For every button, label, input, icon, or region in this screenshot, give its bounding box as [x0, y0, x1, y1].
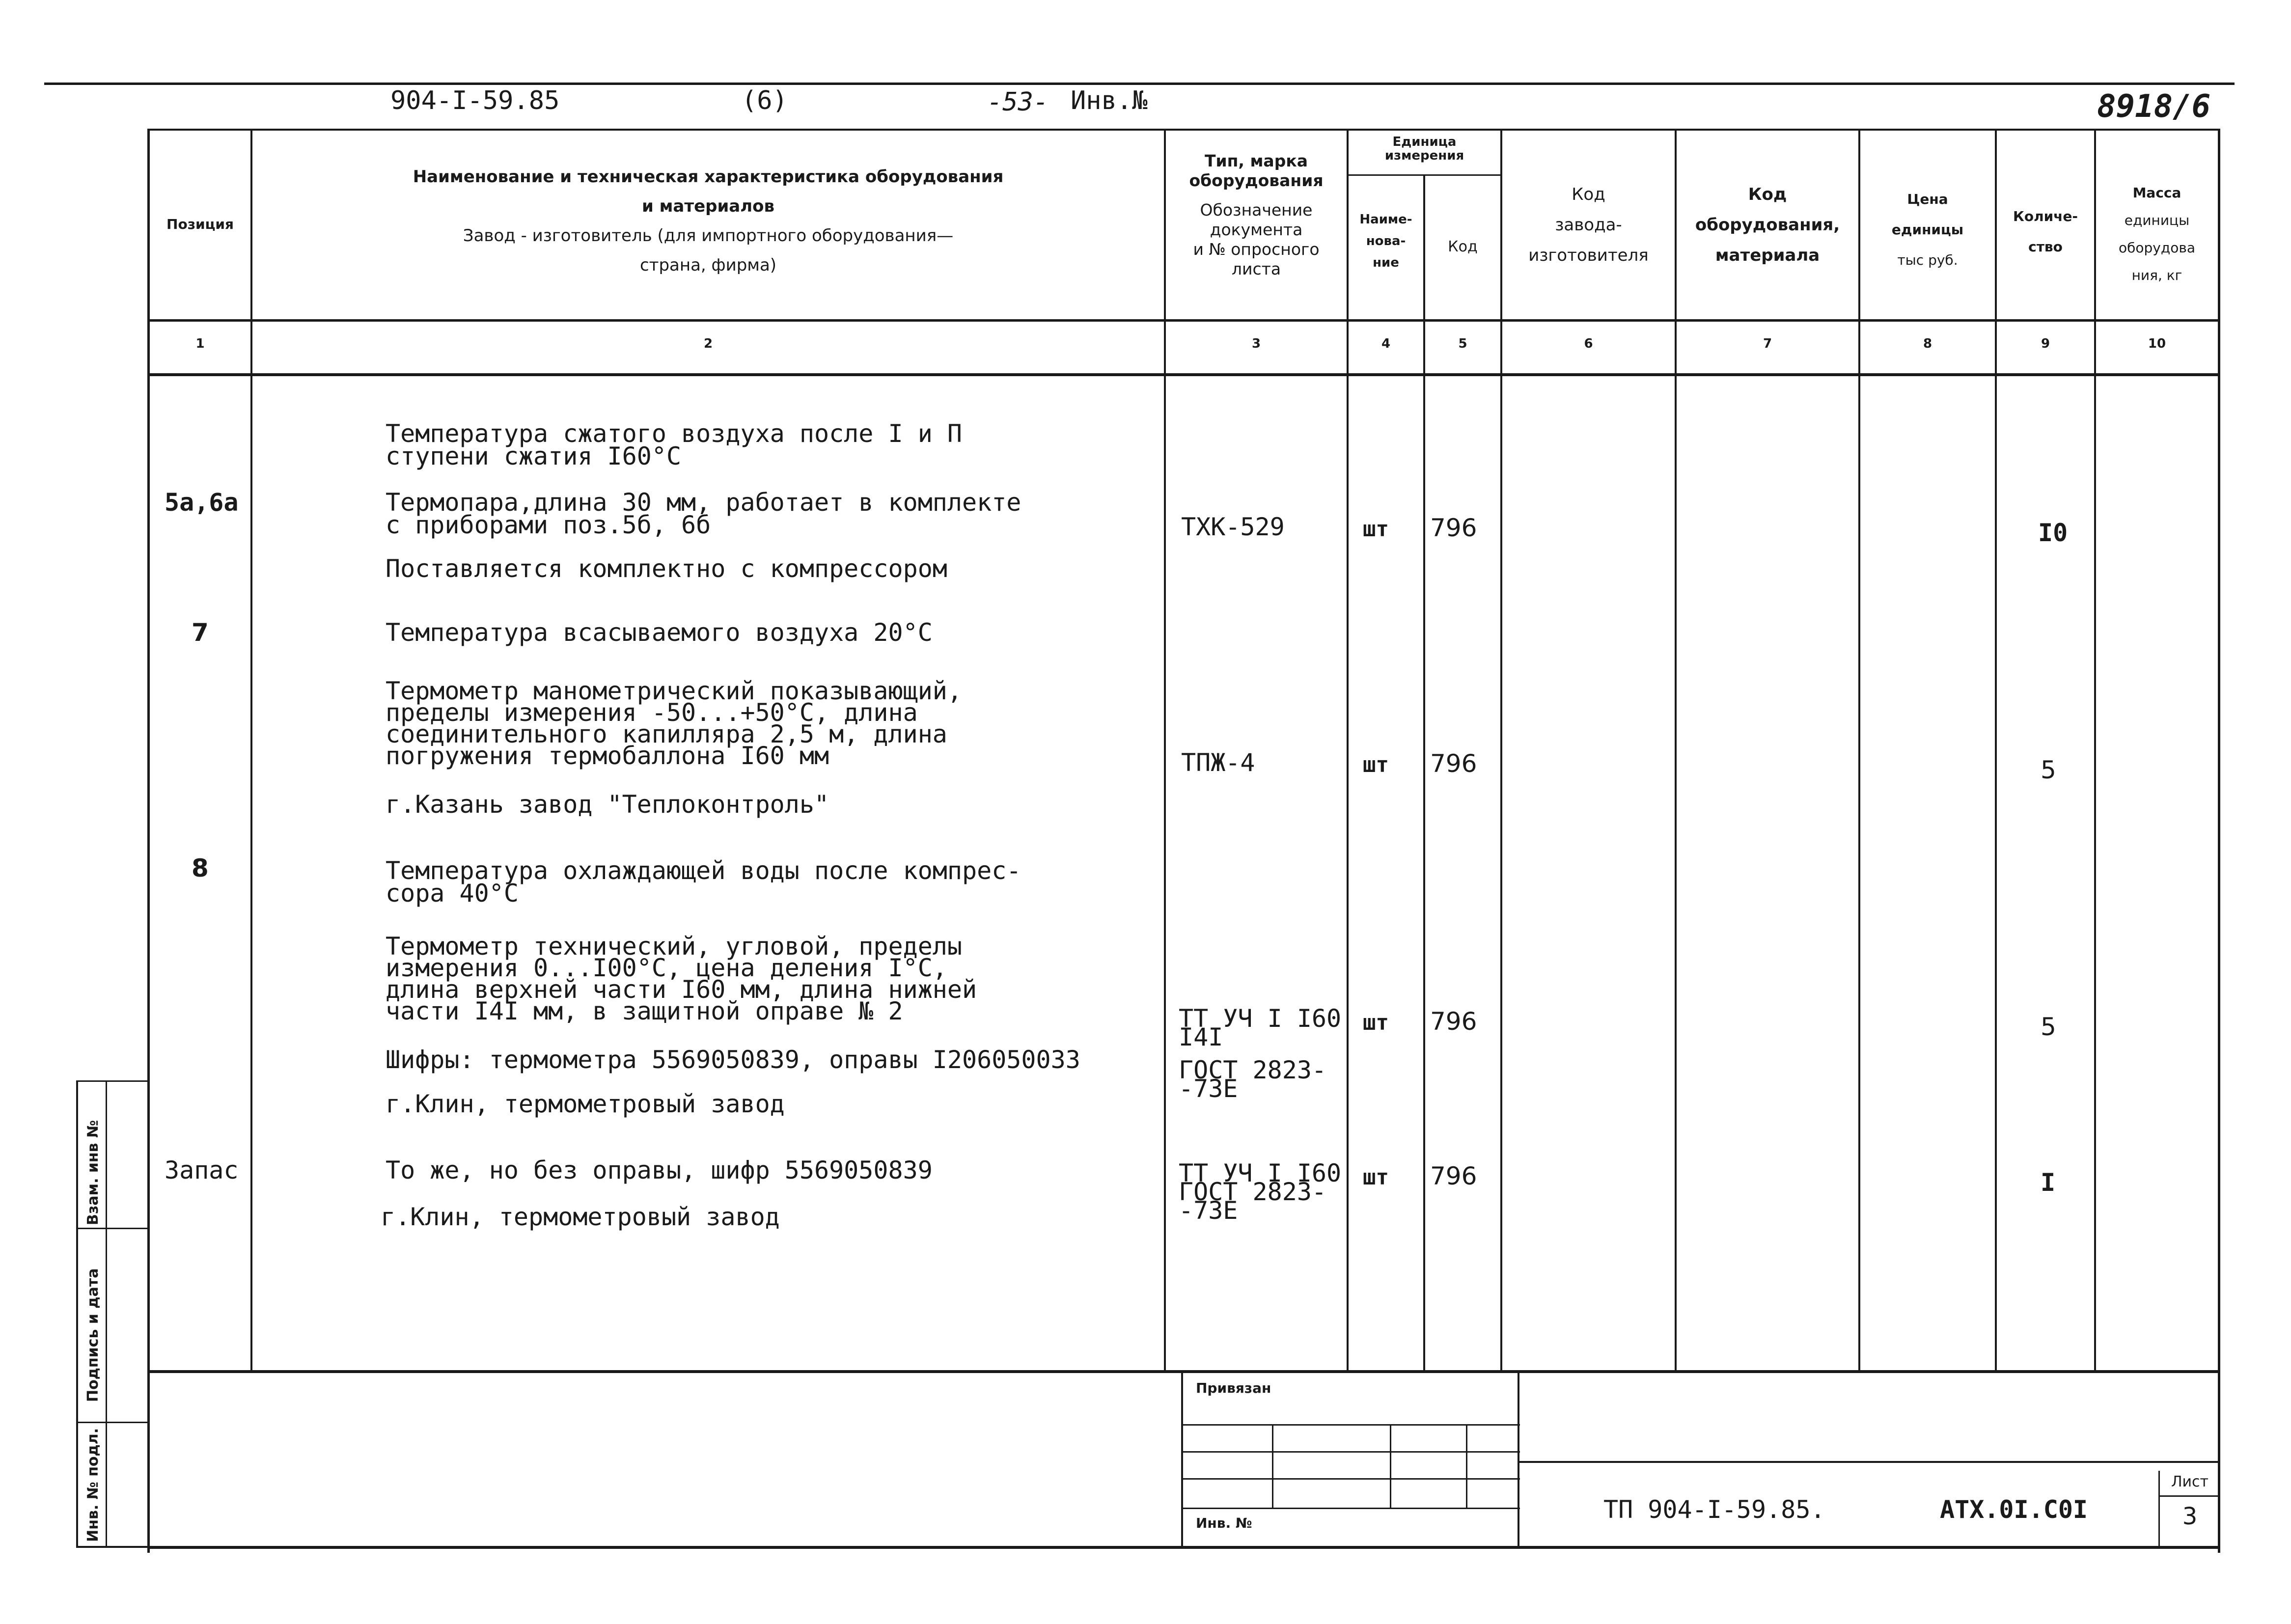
row-unit-r2: шт: [1363, 517, 1389, 542]
col-num-3: 3: [1251, 336, 1261, 351]
col-sep-9: [2094, 130, 2096, 1373]
unit-name-l1: Наиме-: [1359, 212, 1412, 227]
project-code: 904-I-59.85: [390, 86, 560, 115]
col-sep-4: [1423, 174, 1425, 1373]
footer-box-right: [1518, 1370, 1519, 1547]
price-l2: единицы: [1891, 221, 1964, 238]
row-text-r8: Термометр технический, угловой, пределы измерения 0...I00°C, цена деления I°C, длина верхней части I60 мм, длина нижней части I4I мм, в защитной оправе № 2: [386, 932, 977, 1025]
col-sep-5: [1500, 130, 1502, 1373]
footer-list-label: Лист: [2171, 1473, 2209, 1490]
unit-group-l2: измерения: [1384, 148, 1464, 163]
footer-col-1: [1272, 1424, 1273, 1508]
row-text-r12: г.Клин, термометровый завод: [381, 1203, 780, 1231]
row-code-r2: 796: [1430, 514, 1477, 542]
numrow-bottom-line: [147, 373, 2220, 376]
frame-right-line: [2218, 129, 2220, 1553]
row-text-r11: То же, но без оправы, шифр 5569050839: [386, 1156, 933, 1184]
footer-privyazan: Привязан: [1196, 1380, 1271, 1396]
mass-l3: оборудова: [2118, 240, 2196, 256]
col-num-6: 6: [1584, 336, 1593, 351]
equip-code-l1: Код: [1748, 185, 1787, 204]
row-text-r7: Температура охлаждающей воды после компрес- сора 40°C: [386, 856, 1021, 908]
row-type-r5: ТПЖ-4: [1181, 748, 1255, 777]
price-l3: тыс руб.: [1897, 252, 1958, 268]
footer-row-1: [1181, 1424, 1520, 1426]
col-header-name-l4: страна, фирма): [639, 255, 777, 275]
mass-l1: Масса: [2132, 185, 2181, 201]
row-text-r6: г.Казань завод "Теплоконтроль": [386, 790, 829, 819]
row-type2-r8: ГОСТ 2823- -73Е: [1179, 1056, 1327, 1103]
handwritten-mark: 8918/6: [2097, 88, 2211, 125]
row-code-r5: 796: [1430, 749, 1477, 778]
row-unit-r8: шт: [1363, 1010, 1389, 1035]
col-header-quantity: [1997, 201, 2094, 262]
col-num-9: 9: [2041, 336, 2050, 351]
row-qty-r5: 5: [2041, 756, 2056, 784]
col-header-price: [1860, 184, 1995, 275]
col-sep-6: [1675, 130, 1677, 1373]
col-header-type-l1: Тип, марка: [1205, 151, 1308, 170]
unit-group-divider: [1347, 174, 1502, 176]
stamp-vzam: Взам. инв №: [84, 1120, 102, 1225]
col-header-mass: [2096, 179, 2218, 289]
col-sep-8: [1995, 130, 1997, 1373]
col-header-name: [252, 162, 1164, 280]
footer-box-left: [1181, 1370, 1183, 1547]
row-pos-r2: 5а,6а: [165, 488, 239, 517]
mass-l4: ния, кг: [2131, 267, 2182, 283]
col-header-factory-code: [1502, 179, 1675, 271]
col-header-unit-name: [1349, 209, 1423, 274]
col-num-1: 1: [195, 336, 205, 351]
row-code-r11: 796: [1430, 1162, 1477, 1190]
col-sep-3: [1347, 130, 1349, 1373]
footer-col-2: [1390, 1424, 1391, 1508]
col-num-2: 2: [703, 336, 713, 351]
col-num-8: 8: [1923, 336, 1932, 351]
qty-l2: ство: [2028, 239, 2063, 255]
col-sep-7: [1858, 130, 1860, 1373]
col-header-unit-group: [1349, 135, 1500, 163]
col-header-type: [1166, 151, 1347, 279]
unit-group-l1: Единица: [1392, 135, 1457, 149]
stamp-inv-podl: Инв. № подл.: [84, 1428, 102, 1542]
col-header-type-l6: листа: [1231, 259, 1281, 278]
row-text-r10: г.Клин, термометровый завод: [386, 1090, 785, 1118]
footer-row-3: [1181, 1478, 1520, 1480]
row-pos-r7: 8: [192, 854, 209, 882]
unit-name-l3: ние: [1373, 255, 1399, 270]
equip-code-l2: оборудования,: [1695, 215, 1840, 235]
side-stamp-outer-left: [76, 1080, 78, 1547]
side-stamp-inner-left: [106, 1080, 107, 1547]
col-header-type-l4: документа: [1210, 220, 1303, 239]
col-header-equipment-code: [1677, 179, 1858, 271]
col-num-4: 4: [1381, 336, 1391, 351]
unit-name-l2: нова-: [1366, 234, 1406, 248]
row-unit-r5: шт: [1363, 752, 1389, 777]
row-qty-r8: 5: [2041, 1013, 2056, 1041]
footer-inv-no: Инв. №: [1196, 1515, 1252, 1531]
col-sep-2: [1164, 130, 1166, 1373]
header-bottom-line: [147, 319, 2220, 322]
row-pos-r4: 7: [192, 618, 209, 647]
row-type-r2: ТХК-529: [1181, 513, 1285, 541]
price-l1: Цена: [1907, 191, 1948, 207]
row-unit-r11: шт: [1363, 1165, 1389, 1190]
col-num-7: 7: [1763, 336, 1772, 351]
factory-code-l3: изготовителя: [1528, 246, 1649, 265]
equip-code-l3: материала: [1715, 246, 1820, 265]
frame-bottom-line: [147, 1546, 2220, 1549]
row-pos-r11: Запас: [165, 1156, 239, 1184]
mass-l2: единицы: [2124, 212, 2190, 228]
header-rule: [147, 129, 2220, 131]
row-text-r4: Температура всасываемого воздуха 20°C: [386, 618, 933, 647]
col-num-10: 10: [2148, 336, 2166, 351]
row-qty-r11: I: [2041, 1168, 2056, 1197]
row-code-r8: 796: [1430, 1007, 1477, 1036]
row-qty-r2: I0: [2038, 519, 2068, 547]
row-text-r2: Термопара,длина 30 мм, работает в комплекте с приборами поз.5б, 6б: [386, 488, 1021, 539]
footer-doc-code: ТП 904-I-59.85.: [1603, 1495, 1825, 1524]
footer-row-2: [1181, 1451, 1520, 1453]
col-header-position: Позиция: [166, 216, 234, 232]
col-header-type-l5: и № опросного: [1193, 240, 1320, 259]
inv-label: Инв.№: [1071, 86, 1148, 115]
footer-sheet-code: АТХ.0I.С0I: [1940, 1495, 2088, 1524]
frame-top-line: [44, 83, 2235, 85]
row-type-r11: ТТ УЧ I I60 ГОСТ 2823- -73Е: [1179, 1159, 1342, 1225]
col-header-name-l3: Завод - изготовитель (для импортного оборудования—: [463, 226, 954, 246]
row-text-r3: Поставляется комплектно с компрессором: [386, 554, 947, 583]
col-header-type-l3: Обозначение: [1200, 200, 1313, 220]
footer-col-3: [1466, 1424, 1467, 1508]
paren-number: (6): [742, 86, 788, 115]
col-header-unit-code: Код: [1448, 238, 1478, 255]
col-header-type-l2: оборудования: [1189, 171, 1324, 190]
factory-code-l1: Код: [1572, 185, 1605, 204]
footer-right-rule: [1518, 1461, 2220, 1463]
footer-list-number: 3: [2182, 1503, 2198, 1530]
side-stamp-top: [76, 1080, 150, 1082]
row-text-r1: Температура сжатого воздуха после I и П ступени сжатия I60°C: [386, 419, 962, 470]
col-header-name-l1: Наименование и техническая характеристика оборудования: [413, 167, 1004, 187]
body-bottom-line: [147, 1370, 2220, 1373]
row-text-r5: Термометр манометрический показывающий, пределы измерения -50...+50°C, длина соединительного капилляра 2,5 м, длина погружения термобаллона I60 мм: [386, 677, 962, 770]
side-stamp-bottom: [76, 1546, 150, 1548]
col-sep-1: [250, 130, 252, 1373]
col-header-name-l2: и материалов: [641, 196, 775, 216]
qty-l1: Количе-: [2013, 208, 2078, 224]
sheet-box-sep: [2158, 1495, 2220, 1497]
row-text-r9: Шифры: термометра 5569050839, оправы I206050033: [386, 1046, 1080, 1074]
stamp-podpis: Подпись и дата: [84, 1268, 102, 1402]
side-stamp-sep-2: [76, 1422, 150, 1423]
footer-row-4: [1181, 1508, 1520, 1509]
row-type-r8: ТТ УЧ I I60 I4I: [1179, 1004, 1342, 1051]
factory-code-l2: завода-: [1555, 215, 1622, 235]
page-number: -53-: [987, 87, 1049, 117]
side-stamp-sep-1: [76, 1228, 150, 1229]
col-num-5: 5: [1458, 336, 1467, 351]
